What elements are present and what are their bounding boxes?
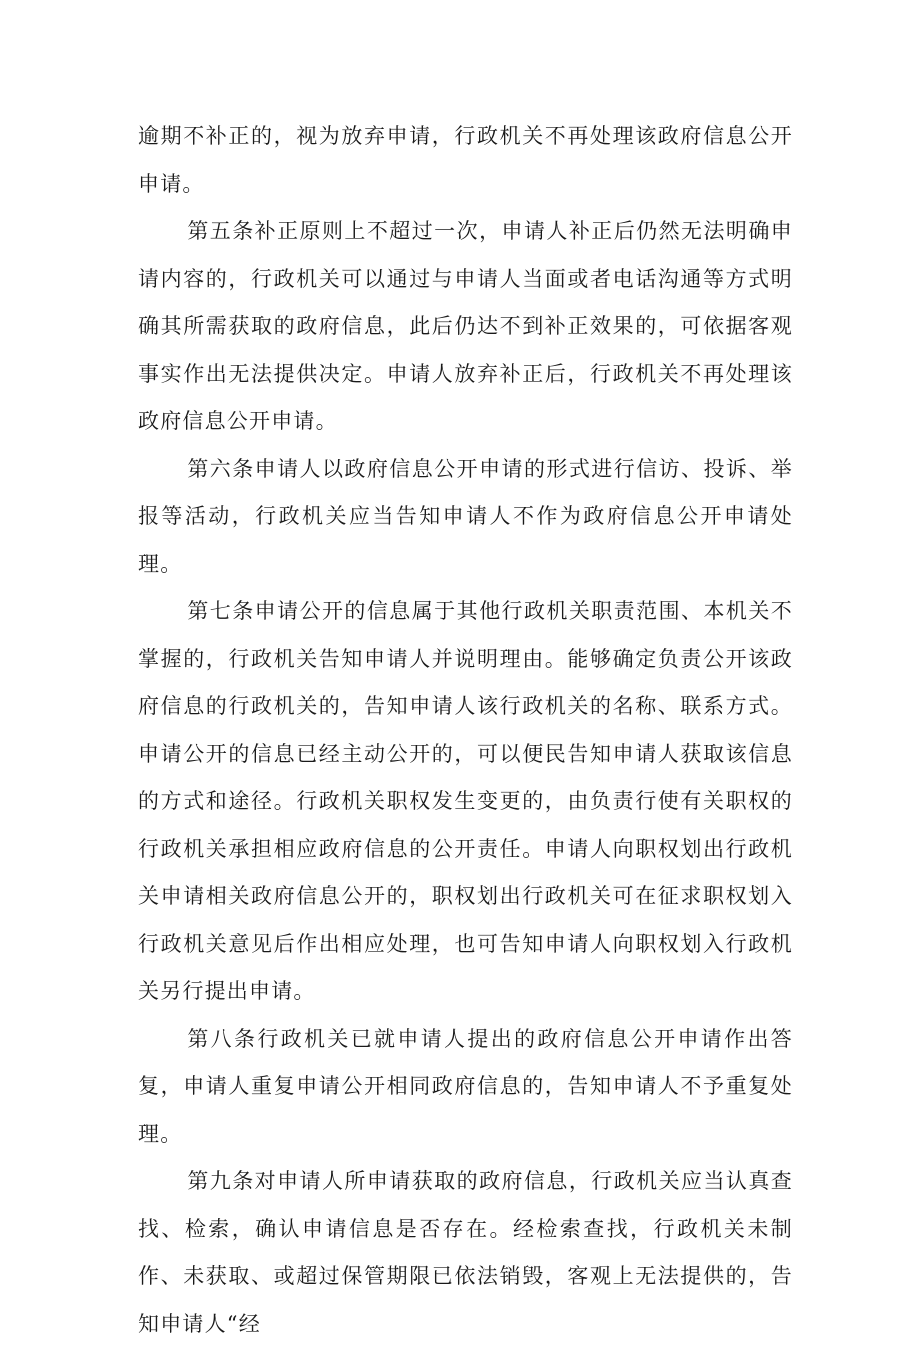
paragraph-article-9: 第九条对申请人所申请获取的政府信息，行政机关应当认真查找、检索，确认申请信息是否存在。经检索查找，行政机关未制作、未获取、或超过保管期限已依法销毁，客观上无法提供的，告知申请人“经 [138,1169,793,1336]
paragraph-article-7: 第七条申请公开的信息属于其他行政机关职责范围、本机关不掌握的，行政机关告知申请人并说明理由。能够确定负责公开该政府信息的行政机关的，告知申请人该行政机关的名称、联系方式。申请公开的信息已经主动公开的，可以便民告知申请人获取该信息的方式和途径。行政机关职权发生变更的，由负责行使有关职权的行政机关承担相应政府信息的公开责任。申请人向职权划出行政机关申请相关政府信息公开的，职权划出行政机关可在征求职权划入行政机关意见后作出相应处理，也可告知申请人向职权划入行政机关另行提出申请。 [138,599,793,1003]
paragraph-article-6: 第六条申请人以政府信息公开申请的形式进行信访、投诉、举报等活动，行政机关应当告知申请人不作为政府信息公开申请处理。 [138,456,793,576]
paragraph-article-8: 第八条行政机关已就申请人提出的政府信息公开申请作出答复，申请人重复申请公开相同政府信息的，告知申请人不予重复处理。 [138,1026,793,1146]
paragraph-continuation: 逾期不补正的，视为放弃申请，行政机关不再处理该政府信息公开申请。 [138,124,793,196]
document-body [138,113,793,1348]
paragraph-article-5: 第五条补正原则上不超过一次，申请人补正后仍然无法明确申请内容的，行政机关可以通过与申请人当面或者电话沟通等方式明确其所需获取的政府信息，此后仍达不到补正效果的，可依据客观事实作出无法提供决定。申请人放弃补正后，行政机关不再处理该政府信息公开申请。 [138,219,793,433]
